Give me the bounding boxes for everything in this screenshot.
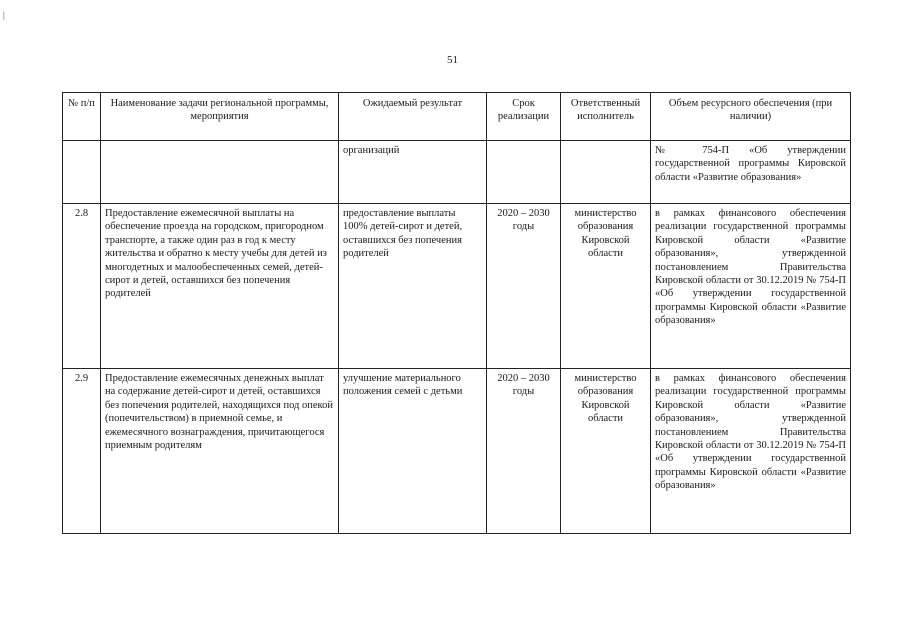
row-executor	[561, 141, 651, 204]
header-expected-result: Ожидаемый результат	[339, 93, 487, 141]
row-task-name: Предоставление ежемесячных денежных выплат на содержание детей-сирот и детей, оставшихся без попечения родителей, находящихся под опекой (попечительством) в приемной семье, и ежемесячного вознаграждения, причитающегося приемным родителям	[101, 369, 339, 534]
table-row	[63, 141, 851, 204]
table-header-row	[63, 93, 851, 141]
header-number: № п/п	[63, 93, 101, 141]
row-task-name: Предоставление ежемесячной выплаты на обеспечение проезда на городском, пригородном транспорте, а также один раз в год к месту жительства и обратно к месту учебы для детей из многодетных и малообеспеченных семей, детей-сирот и детей, оставшихся без попечения родителей	[101, 204, 339, 369]
row-executor: министерство образования Кировской области	[561, 204, 651, 369]
row-expected-result: улучшение материального положения семей с детьми	[339, 369, 487, 534]
header-resources: Объем ресурсного обеспечения (при наличии)	[651, 93, 851, 141]
row-expected-result: предоставление выплаты 100% детей-сирот и детей, оставшихся без попечения родителей	[339, 204, 487, 369]
header-period: Срок реализации	[487, 93, 561, 141]
scan-mark: |	[3, 10, 5, 20]
header-executor: Ответственный исполнитель	[561, 93, 651, 141]
row-period	[487, 141, 561, 204]
table-row	[63, 369, 851, 534]
row-period: 2020 – 2030 годы	[487, 204, 561, 369]
row-resources: № 754-П «Об утверждении государственной программы Кировской области «Развитие образования»	[651, 141, 851, 204]
row-resources: в рамках финансового обеспечения реализации государственной программы Кировской области «Развитие образования», утвержденной постановлением Правительства Кировской области от 30.12.2019 № 754-П «Об утверждении государственной программы Кировской области «Развитие образования»	[651, 204, 851, 369]
row-period: 2020 – 2030 годы	[487, 369, 561, 534]
row-expected-result: организаций	[339, 141, 487, 204]
row-resources: в рамках финансового обеспечения реализации государственной программы Кировской области «Развитие образования», утвержденной постановлением Правительства Кировской области от 30.12.2019 № 754-П «Об утверждении государственной программы Кировской области «Развитие образования»	[651, 369, 851, 534]
row-number: 2.9	[63, 369, 101, 534]
header-task-name: Наименование задачи региональной программы, мероприятия	[101, 93, 339, 141]
page-number: 51	[447, 54, 458, 66]
row-number	[63, 141, 101, 204]
program-table	[62, 92, 851, 534]
row-executor: министерство образования Кировской области	[561, 369, 651, 534]
row-task-name	[101, 141, 339, 204]
table-row	[63, 204, 851, 369]
row-number: 2.8	[63, 204, 101, 369]
